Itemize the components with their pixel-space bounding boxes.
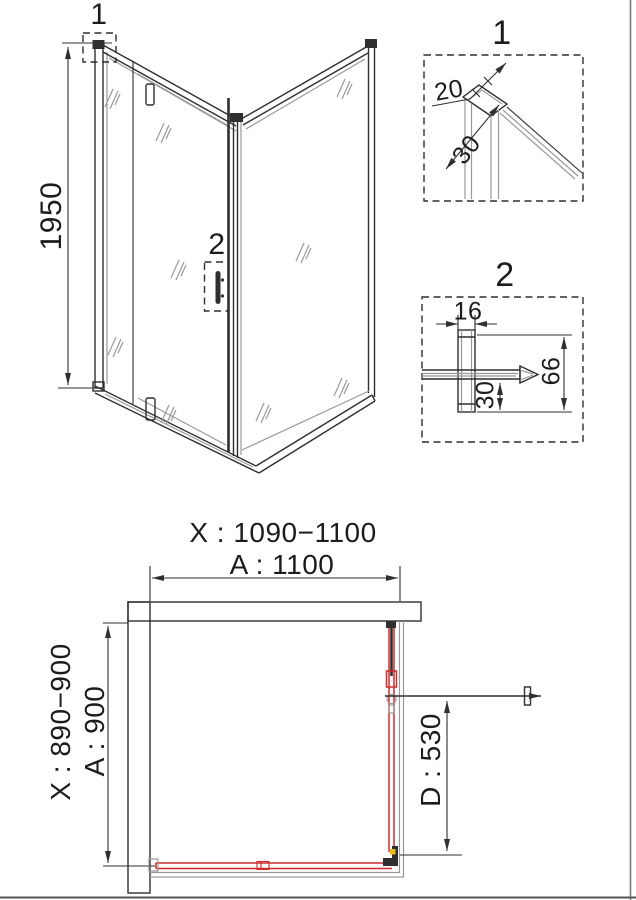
plan-x-range-depth-label: X : 890−900 bbox=[45, 643, 76, 801]
detail-2-dim-30-label: 30 bbox=[471, 380, 500, 410]
wall-hatch-left bbox=[128, 602, 150, 893]
plan-x-range-width-label: X : 1090−1100 bbox=[189, 517, 377, 548]
plan-width-dim-label: A : 1100 bbox=[229, 549, 335, 580]
dim-a900 bbox=[103, 623, 156, 866]
detail-2-dim-16-label: 16 bbox=[453, 297, 483, 326]
left-wall-profile bbox=[95, 45, 103, 388]
front-corner-cap bbox=[230, 113, 243, 122]
wall-hatch-top bbox=[128, 602, 421, 621]
height-dim-label: 1950 bbox=[35, 181, 68, 251]
detail-1-title: 1 bbox=[492, 14, 512, 52]
door-handle bbox=[216, 271, 225, 304]
hinge-dot bbox=[390, 849, 396, 855]
door-swing-line bbox=[385, 687, 541, 705]
plan-door-dim-label: D : 530 bbox=[415, 713, 446, 807]
top-left-corner-cap bbox=[93, 40, 105, 49]
detail-2-dim-66-label: 66 bbox=[537, 356, 566, 386]
plan-view bbox=[103, 566, 541, 893]
detail-2-title: 2 bbox=[495, 256, 515, 294]
corner-hinge-piece bbox=[383, 846, 398, 866]
top-right-corner-cap bbox=[365, 39, 377, 48]
detail-1-dim-20-label: 20 bbox=[432, 74, 466, 107]
door-panel-red bbox=[386, 621, 397, 852]
callout-2-label: 2 bbox=[208, 228, 226, 261]
hinge-top bbox=[146, 84, 154, 105]
fixed-panel-red bbox=[149, 859, 392, 871]
plan-depth-dim-label: A : 900 bbox=[79, 685, 110, 777]
detail-1-dim-30-label: 30 bbox=[446, 129, 487, 170]
callout-1-label: 1 bbox=[90, 0, 108, 31]
